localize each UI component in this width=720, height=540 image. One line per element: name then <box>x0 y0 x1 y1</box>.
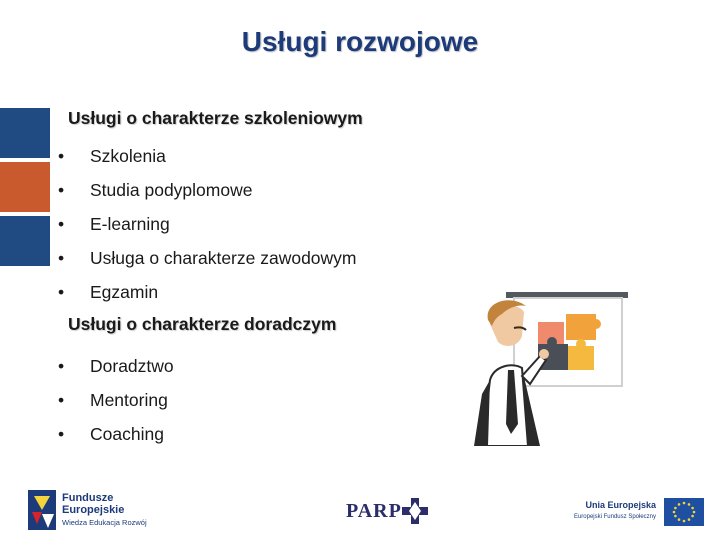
side-accent-block-blue-bottom <box>0 216 50 266</box>
bullet-icon: • <box>58 282 65 302</box>
list-item-text: Coaching <box>90 424 164 444</box>
bullet-icon: • <box>58 390 65 410</box>
fundusze-europejskie-flag-icon <box>28 490 56 530</box>
list-item-text: Studia podyplomowe <box>90 180 253 200</box>
bullet-icon: • <box>58 180 65 200</box>
section-heading-advisory: Usługi o charakterze doradczym <box>68 314 337 334</box>
businessman-puzzle-illustration <box>468 284 648 446</box>
ue-logo-subtitle: Europejski Fundusz Społeczny <box>573 514 656 520</box>
fundusze-europejskie-name <box>62 492 124 516</box>
bullet-icon: • <box>58 248 65 268</box>
fundusze-europejskie-logo <box>28 488 168 532</box>
puzzle-piece-yellow-icon <box>568 346 594 370</box>
list-item-text: E-learning <box>90 214 170 234</box>
puzzle-piece-orange-icon <box>566 314 596 340</box>
side-accent-block-blue-top <box>0 108 50 158</box>
section-heading-training: Usługi o charakterze szkoleniowym <box>68 108 363 128</box>
ue-logo-text <box>570 500 656 520</box>
list-item-text: Szkolenia <box>90 146 166 166</box>
bullet-icon: • <box>58 146 65 166</box>
list-item-text: Doradztwo <box>90 356 174 376</box>
unia-europejska-logo <box>570 496 710 532</box>
parp-arrows-icon <box>402 498 428 524</box>
side-accent-block-orange <box>0 162 50 212</box>
parp-logo <box>346 496 430 528</box>
fundusze-europejskie-subtitle: Wiedza Edukacja Rozwój <box>62 518 147 527</box>
ue-logo-title: Unia Europejska <box>585 500 656 510</box>
eu-flag-icon <box>664 498 704 526</box>
bullet-icon: • <box>58 424 65 444</box>
slide-title: Usługi rozwojowe <box>241 26 479 57</box>
list-item-text: Mentoring <box>90 390 168 410</box>
bullet-icon: • <box>58 214 65 234</box>
fe-line-1: Fundusze <box>62 492 114 504</box>
parp-logo-text: PARP <box>346 500 402 522</box>
footer-logos <box>0 488 720 540</box>
list-item-text: Egzamin <box>90 282 159 302</box>
bullet-icon: • <box>58 356 65 376</box>
list-item-text: Usługa o charakterze zawodowym <box>90 248 357 268</box>
fe-line-2: Europejskie <box>62 504 125 516</box>
